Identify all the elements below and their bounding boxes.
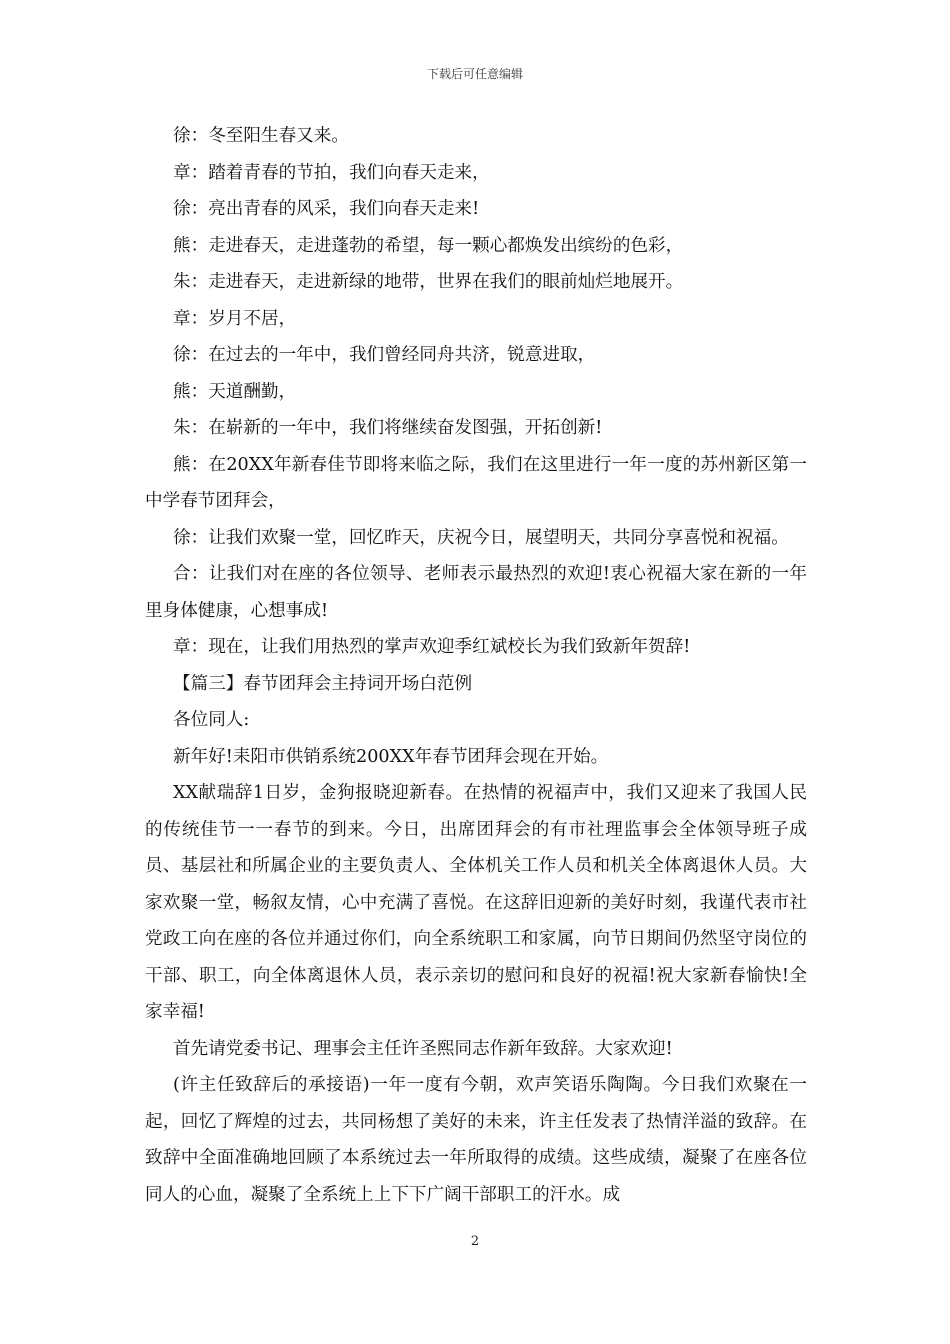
paragraph: 首先请党委书记、理事会主任许圣熙同志作新年致辞。大家欢迎!: [173, 1038, 673, 1059]
paragraph: 徐：冬至阳生春又来。: [173, 126, 349, 146]
paragraph: 朱：走进春天，走进新绿的地带，世界在我们的眼前灿烂地展开。: [173, 272, 684, 292]
paragraph: (许主任致辞后的承接语)一年一度有今朝，欢声笑语乐陶陶。今日我们欢聚在一起，回忆了辉煌的过去，共同杨想了美好的未来，许主任发表了热情洋溢的致辞。在致辞中全面准确地回顾了本系统过去一年所取得的成绩。这些成绩，凝聚了在座各位同人的心血，凝聚了全系统上上下下广阔干部职工的汗水。成: [145, 1075, 807, 1205]
paragraph: 徐：在过去的一年中，我们曾经同舟共济，锐意进取，: [173, 345, 596, 365]
page-header: 下载后可任意编辑: [426, 67, 523, 81]
paragraph: 熊：在20XX年新春佳节即将来临之际，我们在这里进行一年一度的苏州新区第一中学春节团拜会，: [145, 454, 807, 511]
salutation: 各位同人:: [173, 710, 250, 730]
paragraph: 合：让我们对在座的各位领导、老师表示最热烈的欢迎!衷心祝福大家在新的一年里身体健康，心想事成!: [145, 564, 807, 621]
paragraph: 熊：天道酬勤，: [173, 381, 297, 402]
paragraph: 熊：走进春天，走进蓬勃的希望，每一颗心都焕发出缤纷的色彩，: [173, 235, 684, 256]
section-heading: 【篇三】春节团拜会主持词开场白范例: [173, 673, 473, 694]
paragraph: 徐：亮出青春的风采，我们向春天走来!: [173, 199, 480, 219]
paragraph: 徐：让我们欢聚一堂，回忆昨天，庆祝今日，展望明天，共同分享喜悦和祝福。: [173, 527, 789, 548]
paragraph: 章：岁月不居，: [173, 308, 297, 329]
paragraph: XX献瑞辞1日岁，金狗报晓迎新春。在热情的祝福声中，我们又迎来了我国人民的传统佳节一一春节的到来。今日，出席团拜会的有市社理监事会全体领导班子成员、基层社和所属企业的主要负责人、全体机关工作人员和机关全体离退休人员。大家欢聚一堂，畅叙友情，心中充满了喜悦。在这辞旧迎新的美好时刻，我谨代表市社党政工向在座的各位并通过你们，向全系统职工和家属，向节日期间仍然坚守岗位的干部、职工，向全体离退休人员，表示亲切的慰问和良好的祝福!祝大家新春愉快!全家幸福!: [145, 783, 807, 1022]
document-body: [145, 118, 807, 1213]
paragraph: 朱：在崭新的一年中，我们将继续奋发图强，开拓创新!: [173, 418, 603, 438]
page-number: 2: [470, 1234, 480, 1249]
paragraph: 章：踏着青春的节拍，我们向春天走来，: [173, 162, 490, 183]
paragraph: 新年好!耒阳市供销系统200XX年春节团拜会现在开始。: [173, 746, 609, 767]
paragraph: 章：现在，让我们用热烈的掌声欢迎季红斌校长为我们致新年贺辞!: [173, 637, 691, 657]
